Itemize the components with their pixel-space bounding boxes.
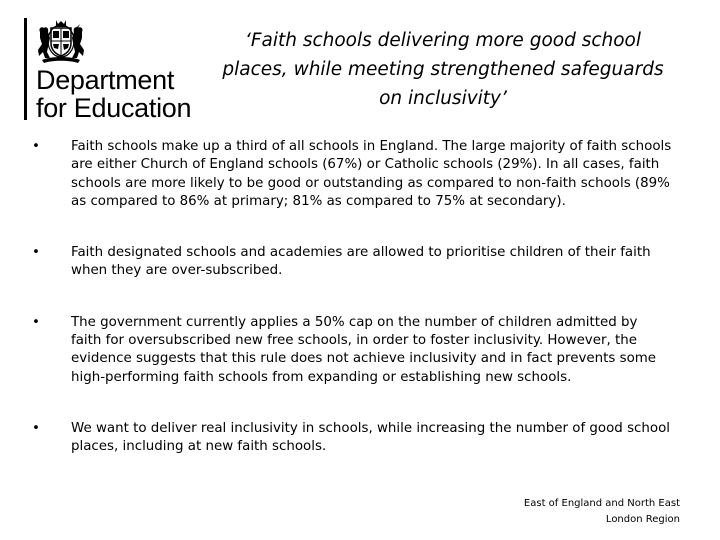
footer-line1: East of England and North East	[523, 498, 680, 509]
bullet-text: Faith designated schools and academies are allowed to prioritise children of their faith when they are over-subscribed.	[71, 245, 651, 279]
department-for-education-logo	[24, 16, 214, 126]
department-name-line2: for Education	[36, 93, 192, 123]
logo-divider	[24, 18, 27, 120]
department-name-line1: Department	[36, 65, 175, 95]
list-item	[32, 314, 672, 387]
bullet-text: We want to deliver real inclusivity in schools, while increasing the number of good school places, including at new faith schools.	[71, 420, 670, 455]
bullet-icon: •	[32, 314, 40, 330]
bullet-icon: •	[32, 139, 40, 154]
region-footer	[524, 496, 680, 528]
list-item	[32, 138, 672, 211]
bullet-text: Faith schools make up a third of all schools in England. The large majority of faith schools are either Church of England schools (67%) or Catholic schools (29%). In all cases, faith schools are more likely to be good or outstanding as compared to non-faith schools (89% as compared to 86% at primary; 81% as compared to 75% at secondary).	[71, 139, 672, 209]
bullet-icon: •	[32, 420, 40, 436]
department-name	[36, 66, 191, 122]
list-item	[32, 420, 672, 457]
bullet-list	[32, 138, 672, 457]
bullet-text: The government currently applies a 50% cap on the number of children admitted by faith for oversubscribed new free schools, in order to foster inclusivity. However, the evidence suggests that this rule does not achieve inclusivity and in fact prevents some high-performing faith schools from expanding or establishing new schools.	[71, 314, 657, 385]
slide-title: ‘Faith schools delivering more good school places, while meeting strengthened safeguards on inclusivity’	[222, 30, 664, 109]
list-item	[32, 244, 672, 281]
bullet-icon: •	[32, 245, 40, 261]
footer-line2: London Region	[605, 514, 680, 525]
royal-coat-of-arms-icon	[36, 18, 86, 64]
